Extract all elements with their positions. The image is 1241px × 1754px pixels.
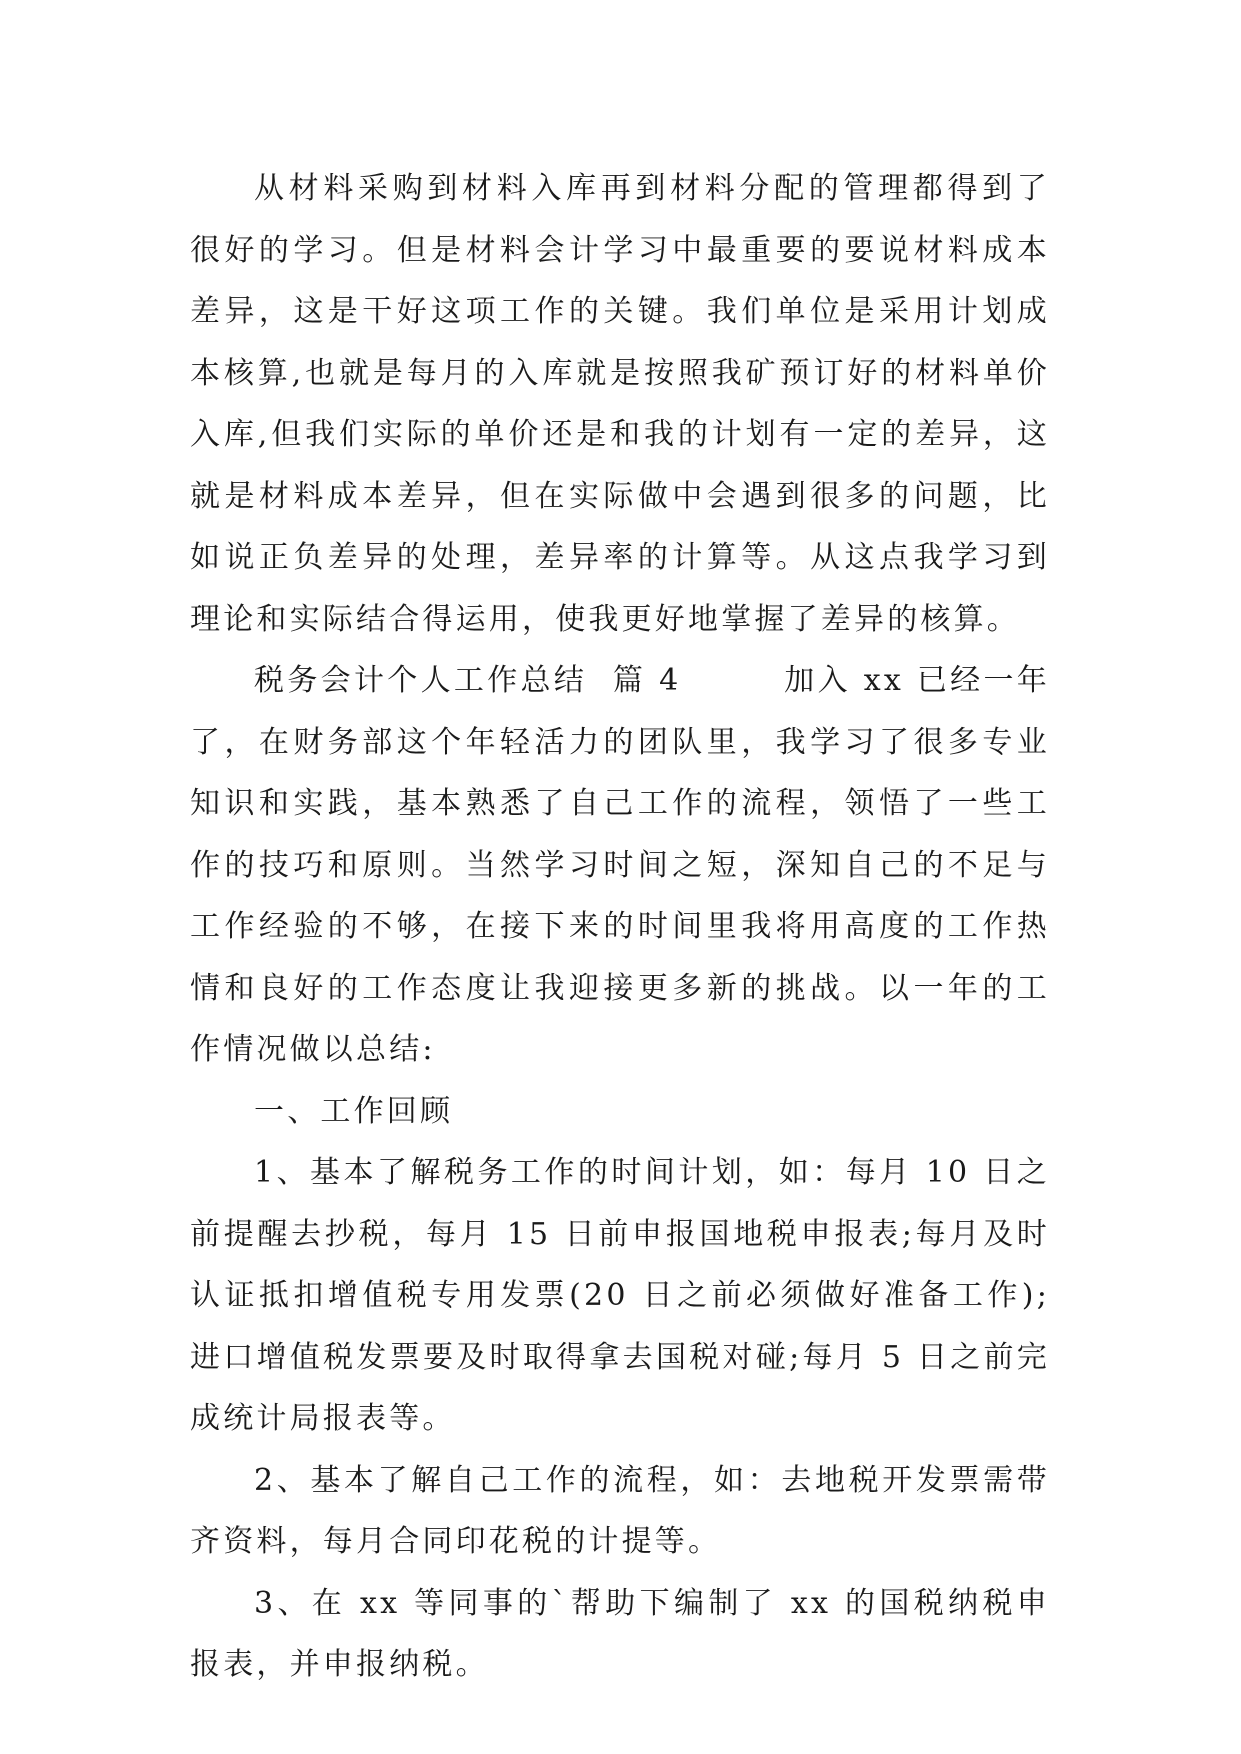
list-item-3 [190,1573,1050,1696]
list-item-2 [190,1450,1050,1573]
subheading-work-review [190,1081,1050,1143]
paragraph-section-4 [190,650,1050,1081]
list-item-1 [190,1142,1050,1450]
subheading-text: 一、工作回顾 [254,1093,454,1129]
paragraph-text: 加入 xx 已经一年了，在财务部这个年轻活力的团队里，我学习了很多专业知识和实践，基本熟悉了自己工作的流程，领悟了一些工作的技巧和原则。当然学习时间之短，深知自己的不足与工作经验的不够，在接下来的时间里我将用高度的工作热情和良好的工作态度让我迎接更多新的挑战。以一年的工作情况做以总结: [190,663,1051,1067]
paragraph-text: 从材料采购到材料入库再到材料分配的管理都得到了很好的学习。但是材料会计学习中最重要的要说材料成本差异，这是干好这项工作的关键。我们单位是采用计划成本核算,也就是每月的入库就是按照我矿预订好的材料单价入库,但我们实际的单价还是和我的计划有一定的差异，这就是材料成本差异，但在实际做中会遇到很多的问题，比如说正负差异的处理，差异率的计算等。从这点我学习到理论和实际结合得运用，使我更好地掌握了差异的核算。 [190,171,1050,637]
document-page [190,158,1050,1696]
section-heading: 税务会计个人工作总结 篇 4 [254,663,682,698]
paragraph-material-cost [190,158,1050,650]
list-item-text: 3、在 xx 等同事的`帮助下编制了 xx 的国税纳税申报表，并申报纳税。 [190,1585,1050,1682]
list-item-text: 2、基本了解自己工作的流程，如：去地税开发票需带齐资料，每月合同印花税的计提等。 [190,1462,1050,1559]
heading-gap [681,663,784,698]
list-item-text: 1、基本了解税务工作的时间计划，如：每月 10 日之前提醒去抄税，每月 15 日前申报国地税申报表;每月及时认证抵扣增值税专用发票(20 日之前必须做好准备工作);进口增值税发票要及时取得拿去国税对碰;每月 5 日之前完成统计局报表等。 [190,1155,1050,1436]
